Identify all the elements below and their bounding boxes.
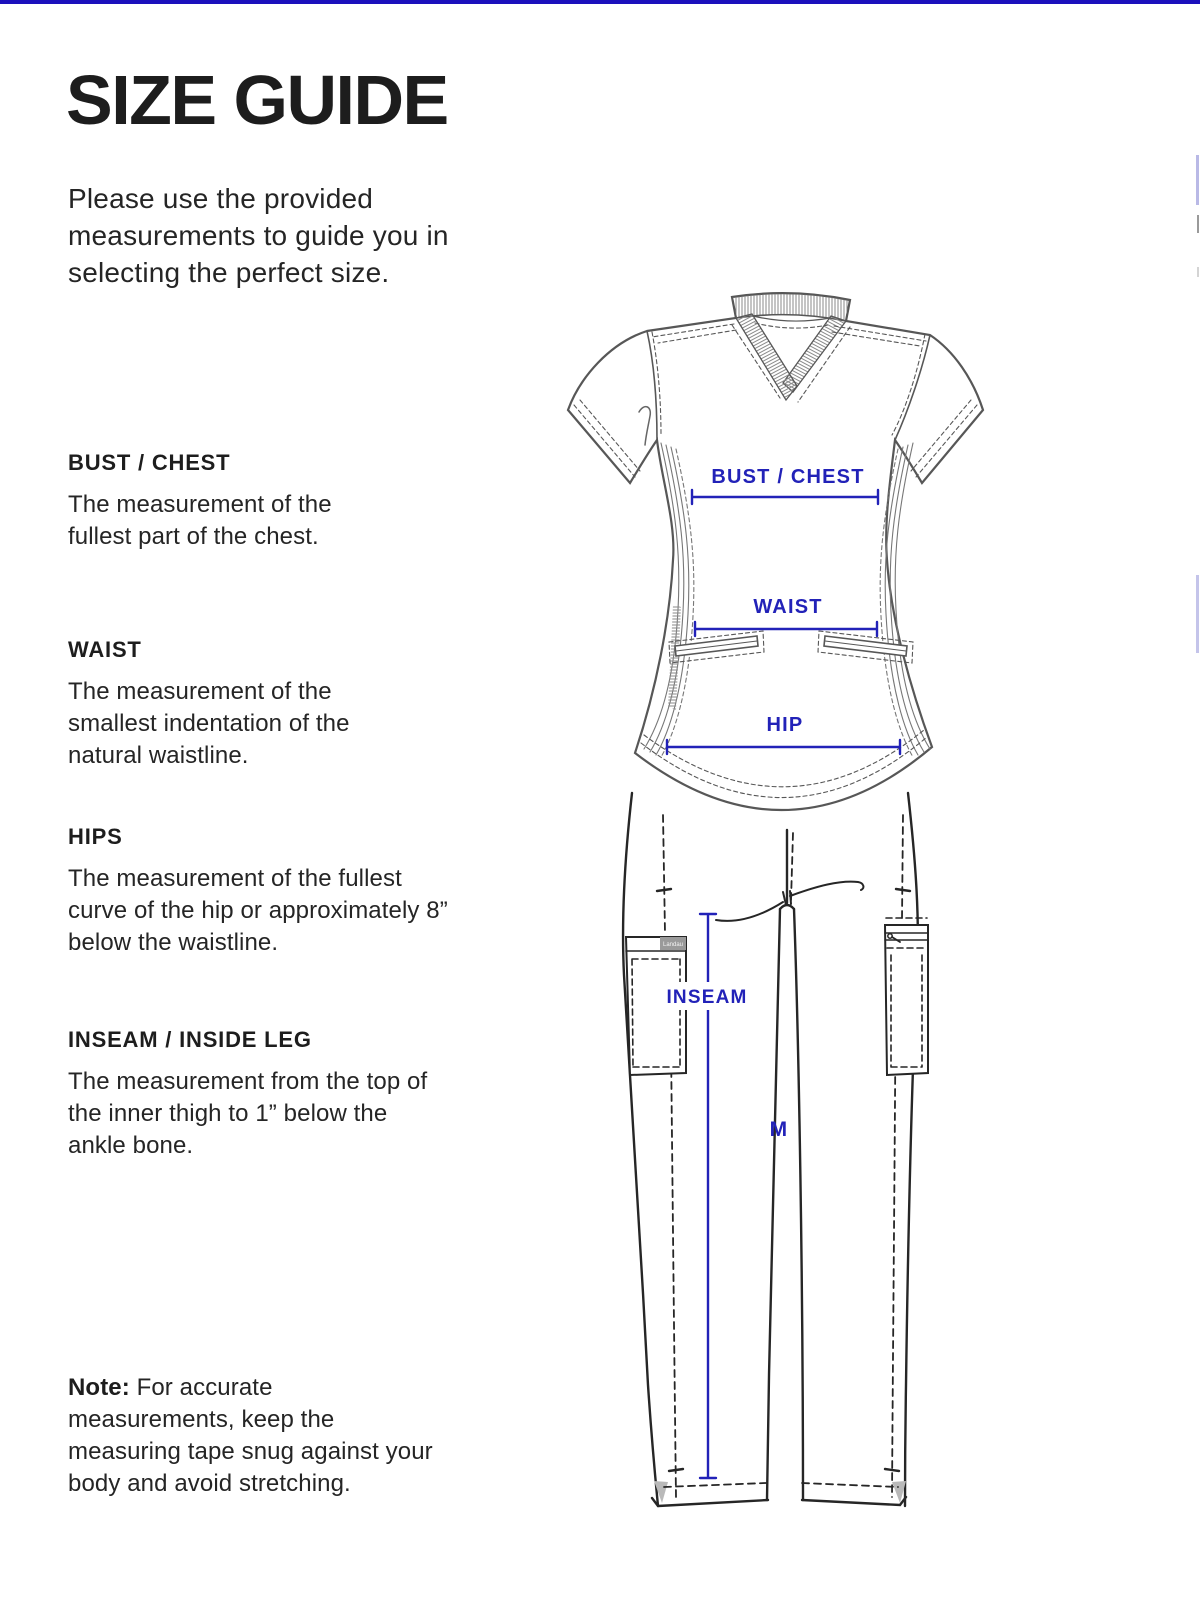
intro-text: Please use the provided measurements to guide you in selecting the perfect size. (68, 183, 449, 289)
section-waist-title: WAIST (68, 637, 142, 662)
page-edge-artifact (1196, 575, 1199, 653)
brand-tag: Landau (662, 942, 684, 948)
page-title: SIZE GUIDE (66, 61, 448, 139)
section-bust-description: The measurement of the fullest part of the chest. (68, 491, 332, 550)
section-inseam-description: The measurement from the top of the inner thigh to 1” below the ankle bone. (68, 1068, 428, 1159)
section-hips (68, 824, 460, 959)
bust-label: BUST / CHEST (711, 466, 865, 488)
page-edge-artifact (1196, 155, 1199, 205)
note-label: Note: (68, 1374, 130, 1401)
section-hips-title: HIPS (68, 824, 123, 849)
waist-label: WAIST (753, 596, 823, 618)
section-bust-title: BUST / CHEST (68, 450, 231, 475)
hip-label: HIP (766, 714, 804, 736)
section-waist (68, 637, 410, 772)
note-body: For accurate measurements, keep the measuring tape snug against your body and avoid stretching. (68, 1374, 433, 1497)
right-cargo-pocket (885, 918, 928, 1075)
page-edge-artifact (1197, 267, 1199, 277)
section-waist-description: The measurement of the smallest indentation of the natural waistline. (68, 678, 350, 769)
section-inseam (68, 1027, 435, 1162)
note-text (68, 1372, 440, 1500)
scrubs-technical-sketch (540, 285, 1010, 1520)
section-inseam-title: INSEAM / INSIDE LEG (68, 1027, 312, 1052)
inseam-label: INSEAM (666, 987, 748, 1008)
page-edge-artifact (1197, 215, 1199, 233)
section-hips-description: The measurement of the fullest curve of the hip or approximately 8” below the waistline. (68, 865, 448, 956)
size-marker: M (769, 1118, 789, 1141)
scrub-pants-drawing (623, 793, 928, 1506)
scrubs-measurement-diagram (540, 285, 1010, 1520)
top-border-bar (0, 0, 1200, 4)
section-bust-chest (68, 450, 390, 553)
